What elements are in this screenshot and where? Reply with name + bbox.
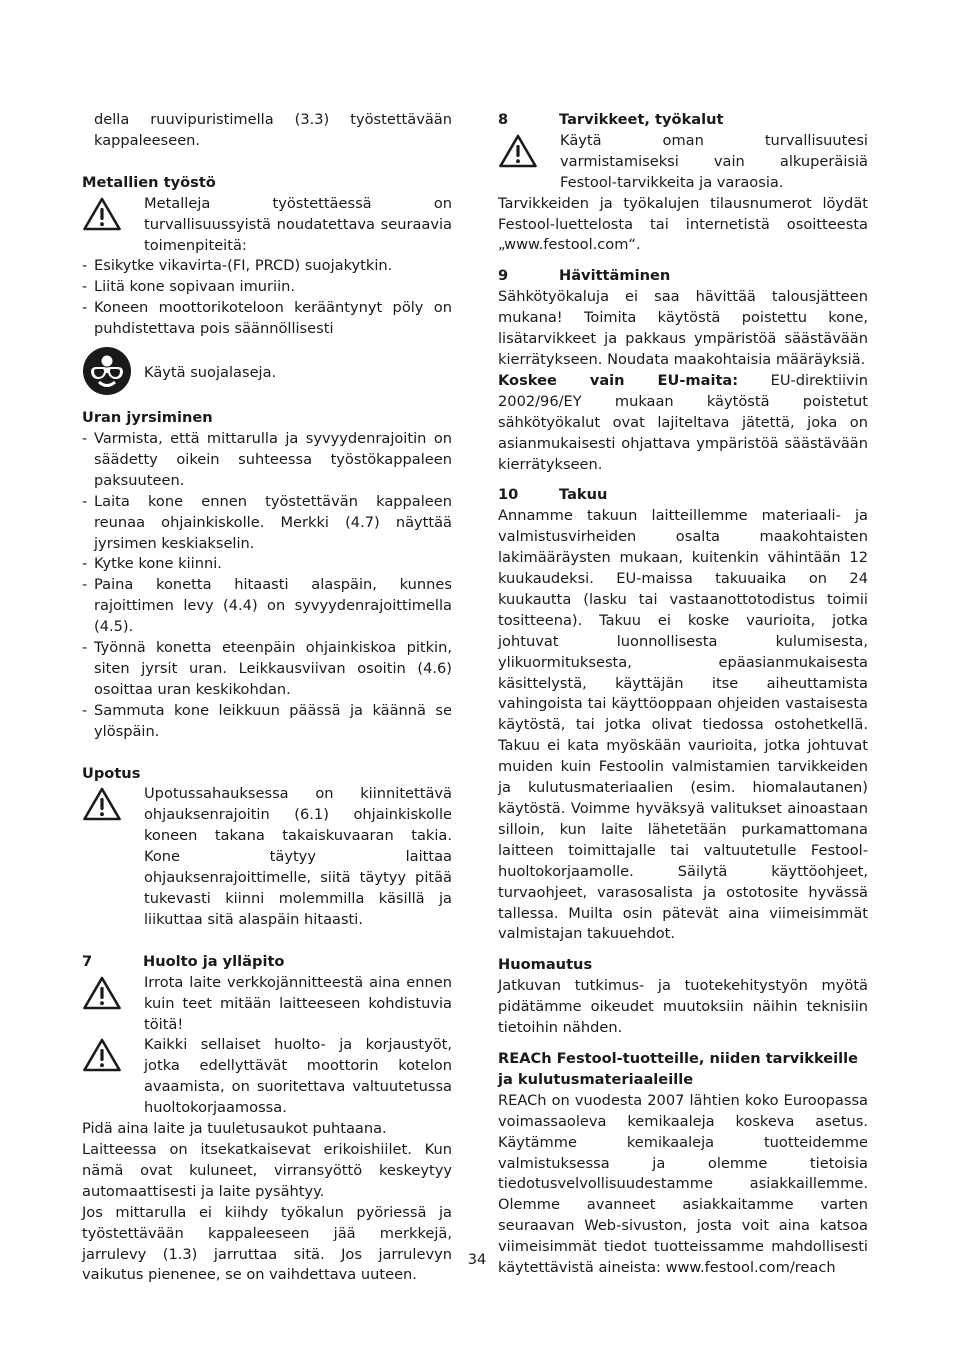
list-item: - Liitä kone sopivaan imuriin. bbox=[82, 277, 452, 298]
maintenance-heading bbox=[82, 952, 452, 973]
page-number: 34 bbox=[467, 1251, 487, 1268]
maintenance-warning-2-text: Kaikki sellaiset huolto- ja korjaustyöt, jotka edellyttävät moottorin kotelon avaamista, on suoritettava valtuutetussa huoltokorjaamossa. bbox=[144, 1036, 452, 1117]
groove-list bbox=[82, 429, 452, 743]
plunge-heading: Upotus bbox=[82, 764, 141, 782]
safety-glasses-icon bbox=[82, 346, 132, 396]
left-column bbox=[82, 110, 452, 1286]
warning-triangle-icon bbox=[82, 196, 122, 232]
warning-triangle-icon bbox=[82, 786, 122, 822]
maintenance-paragraph: Pidä aina laite ja tuuletusaukot puhtaana. bbox=[82, 1120, 387, 1138]
section-number: 9 bbox=[498, 267, 509, 285]
metal-list bbox=[82, 256, 452, 340]
warranty-paragraph: Annamme takuun laitteillemme materiaali- ja valmistusvirheiden osalta maakohtaisten lakimääräysten mukaan, kuitenkin vähintään 12 kuukaudeksi. EU-maissa takuuaika on 24 kuukautta (lasku tai vastaanottotodistus toimii tositteena). Takuu ei koske vaurioita, jotka johtuvat luonnollisesta kulumisesta, ylikuormituksesta, epäasianmukaisesta käsittelystä, käyttäjän itse aiheuttamista vahingoista tai käyttöoppaan ohjeiden vastaisesta käytöstä, tai jotka olivat tiedossa ostohetkellä. Takuu ei kata myöskään vaurioita, jotka johtuvat muiden kuin Festoolin valmistamien tarvikkeiden ja kulutusmateriaalien (esim. hiomalautanen) käytöstä. Voimme hyväksyä valitukset ainoastaan silloin, kun laite lähetetään purkamattomana laitteen toimittajalle tai valtuutetulle Festool-huoltokorjaamolle. Säilytä käyttöohjeet, turvaohjeet, varasosalista ja ostotosite hyvässä tallessa. Muilta osin pätevät aina viimeisimmät valmistajan takuuehdot. bbox=[498, 507, 868, 943]
list-item: - Esikytke vikavirta-(FI, PRCD) suojakytkin. bbox=[82, 256, 452, 277]
eu-label: Koskee vain EU-maita: bbox=[498, 371, 739, 389]
list-item: - Paina konetta hitaasti alaspäin, kunnes rajoittimen levy (4.4) on syvyydenrajoittimella (4.5). bbox=[82, 575, 452, 638]
maintenance-warning-2 bbox=[82, 1035, 452, 1119]
glasses-text: Käytä suojalaseja. bbox=[144, 364, 277, 382]
intro-continuation: della ruuvipuristimella (3.3) työstettävään kappaleeseen. bbox=[94, 111, 452, 149]
accessories-paragraph: Tarvikkeiden ja työkalujen tilausnumerot löydät Festool-luettelosta tai internetistä osoitteesta „www.festool.com“. bbox=[498, 194, 868, 254]
warranty-heading bbox=[498, 485, 868, 506]
disposal-heading bbox=[498, 266, 868, 287]
disposal-paragraph: Sähkötyökaluja ei saa hävittää talousjätteen mukana! Toimita käytöstä poistettu kone, lisätarvikkeet ja pakkaus ympäristöä säästävään kierrätykseen. Noudata maakohtaisia määräyksiä. bbox=[498, 288, 868, 368]
disposal-eu-paragraph bbox=[498, 371, 868, 476]
plunge-warning bbox=[82, 784, 452, 930]
reach-paragraph: REACh on vuodesta 2007 lähtien koko Euroopassa voimassaoleva kemikaaleja koskeva asetus. Käytämme kemikaaleja tuotteidemme valmistuksessa ja olemme tietoisia tiedotusvelvollisuudestamme asiakkaillemme. Olemme avanneet asiakkaitamme varten seuraavan Web-sivuston, josta voit aina katsoa viimeisimmät tiedot tuotteissamme mahdollisesti käytettävistä aineista: www.festool.com/reach bbox=[498, 1091, 868, 1277]
eu-text: EU-direktiivin 2002/96/EY mukaan käytöstä poistetut sähkötyökalut ovat lajiteltava jätettä, joka on asianmukaisesti ohjattava ympäristöä säästävään kierrätykseen. bbox=[498, 371, 868, 473]
plunge-warning-text: Upotussahauksessa on kiinnitettävä ohjauksenrajoitin (6.1) ohjainkiskolle koneen takana takaiskuvaaran takia. Kone täytyy laittaa ohjauksenrajoittimelle, siitä täytyy pitää tukevasti kiinni molemmilla käsillä ja liikuttaa sitä alaspäin hitaasti. bbox=[144, 785, 452, 928]
list-item: - Kytke kone kiinni. bbox=[82, 554, 452, 575]
section-number: 7 bbox=[82, 952, 93, 970]
accessories-heading bbox=[498, 110, 868, 131]
list-item: - Sammuta kone leikkuun päässä ja käännä se ylöspäin. bbox=[82, 701, 452, 743]
section-number: 8 bbox=[498, 111, 509, 128]
note-paragraph: Jatkuvan tutkimus- ja tuotekehitystyön myötä pidätämme oikeudet muutoksiin näihin teknisiin tietoihin nähden. bbox=[498, 977, 868, 1037]
section-number: 10 bbox=[498, 486, 519, 504]
maintenance-warning-1-text: Irrota laite verkkojännitteestä aina ennen kuin teet mitään laitteeseen kohdistuvia töitä! bbox=[144, 973, 452, 1033]
metal-warning-text: Metalleja työstettäessä on turvallisuussyistä noudatettava seuraavia toimenpiteitä: bbox=[144, 194, 452, 254]
list-item: - Varmista, että mittarulla ja syvyydenrajoitin on säädetty oikein suhteessa työstökappaleen paksuuteen. bbox=[82, 429, 452, 492]
section-title: Takuu bbox=[559, 486, 608, 504]
accessories-warning bbox=[498, 131, 868, 194]
list-item: - Koneen moottorikoteloon kerääntynyt pöly on puhdistettava pois säännöllisesti bbox=[82, 298, 452, 340]
metal-warning bbox=[82, 194, 452, 257]
warning-triangle-icon bbox=[82, 975, 122, 1011]
reach-heading: REACh Festool-tuotteille, niiden tarvikkeille ja kulutusmateriaaleille bbox=[498, 1049, 859, 1088]
groove-heading: Uran jyrsiminen bbox=[82, 409, 213, 427]
right-column bbox=[498, 110, 868, 1279]
warning-triangle-icon bbox=[82, 1037, 122, 1073]
accessories-warning-text: Käytä oman turvallisuutesi varmistamiseksi vain alkuperäisiä Festool-tarvikkeita ja varaosia. bbox=[560, 131, 868, 191]
maintenance-warning-1 bbox=[82, 973, 452, 1036]
warning-triangle-icon bbox=[498, 133, 538, 169]
section-title: Hävittäminen bbox=[559, 267, 671, 285]
list-item: - Työnnä konetta eteenpäin ohjainkiskoa pitkin, siten jyrsit uran. Leikkausviivan osoitin (4.6) osoittaa uran keskikohdan. bbox=[82, 638, 452, 701]
maintenance-paragraph: Laitteessa on itsekatkaisevat erikoishiilet. Kun nämä ovat kuluneet, virransyöttö keskeytyy automaattisesti ja laite pysähtyy. bbox=[82, 1140, 452, 1200]
section-title: Huolto ja ylläpito bbox=[143, 952, 285, 970]
note-heading: Huomautus bbox=[498, 956, 593, 974]
metal-heading: Metallien työstö bbox=[82, 173, 216, 191]
list-item: - Laita kone ennen työstettävän kappaleen reunaa ohjainkiskolle. Merkki (4.7) näyttää jyrsimen keskiakselin. bbox=[82, 492, 452, 555]
glasses-notice bbox=[82, 350, 452, 398]
maintenance-paragraph: Jos mittarulla ei kiihdy työkalun pyöriessä ja työstettävään kappaleeseen jää merkkejä, jarrulevy (1.3) jarruttaa sitä. Jos jarrulevyn vaikutus pienenee, se on vaihdettava uuteen. bbox=[82, 1203, 452, 1284]
section-title: Tarvikkeet, työkalut bbox=[559, 111, 724, 128]
